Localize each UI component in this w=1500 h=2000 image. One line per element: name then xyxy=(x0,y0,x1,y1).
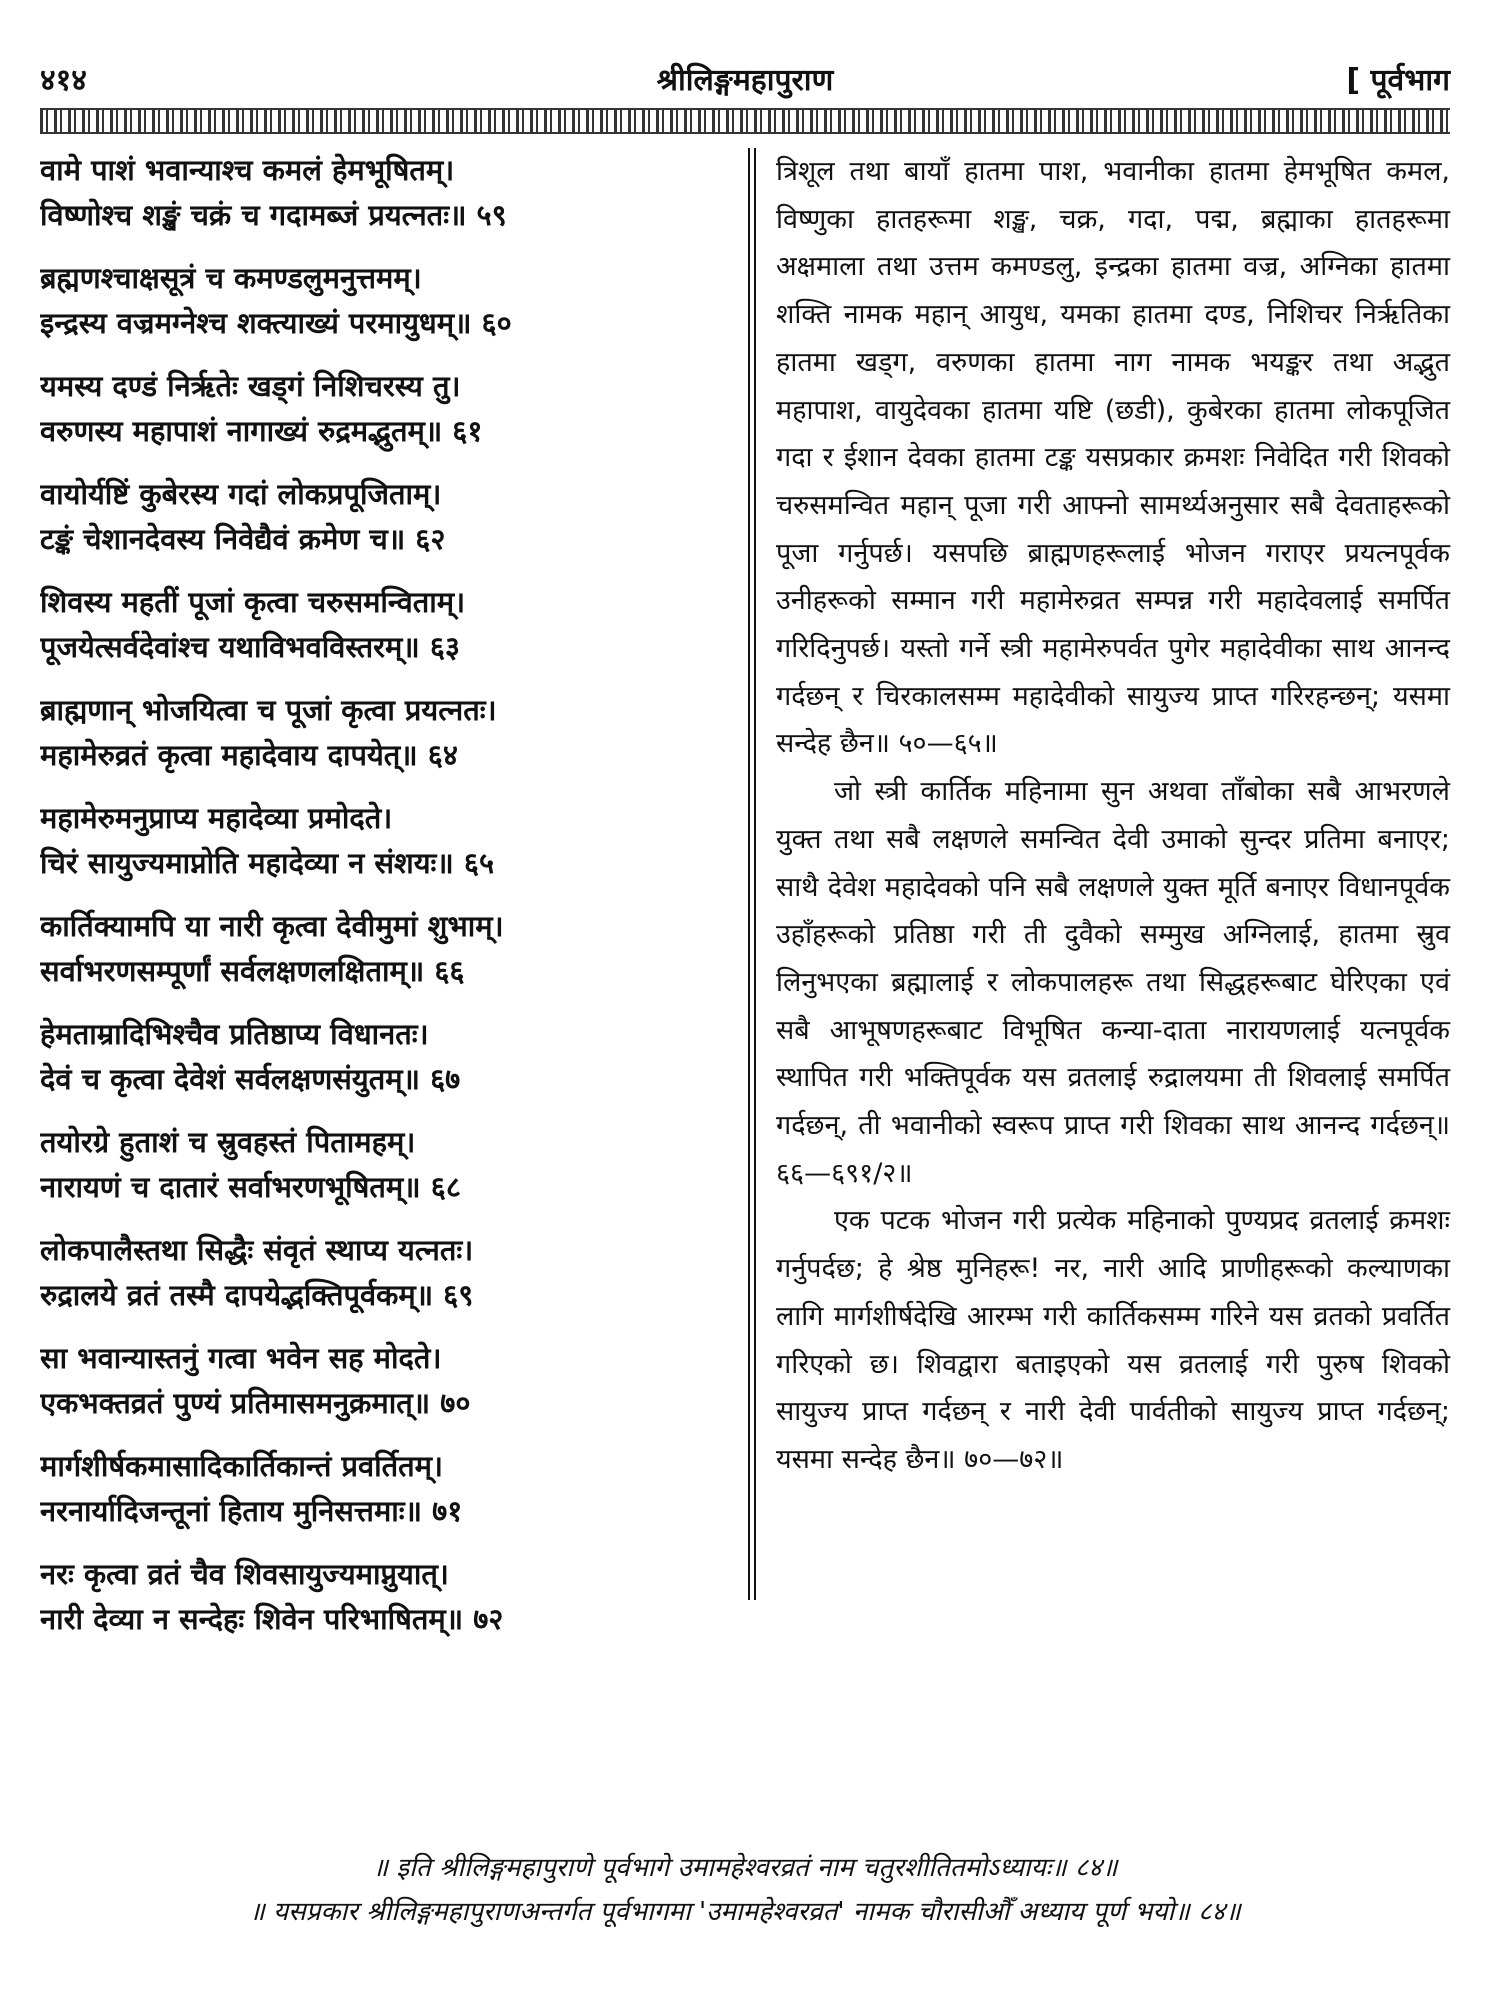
verse-line: शिवस्य महतीं पूजां कृत्वा चरुसमन्विताम्। xyxy=(40,585,466,619)
verse-line: तयोरग्रे हुताशं च स्रुवहस्तं पितामहम्। xyxy=(40,1125,416,1159)
verse-71 xyxy=(40,1444,740,1534)
sanskrit-verses-column xyxy=(40,148,740,1660)
verse-65 xyxy=(40,796,740,886)
verse-line: लोकपालैस्तथा सिद्धैः संवृतं स्थाप्य यत्नतः। xyxy=(40,1233,474,1267)
verse-63 xyxy=(40,580,740,670)
verse-line: महामेरुमनुप्राप्य महादेव्या प्रमोदते। xyxy=(40,801,393,835)
verse-60 xyxy=(40,256,740,346)
verse-line: वायोर्यष्टिं कुबेरस्य गदां लोकप्रपूजिताम्। xyxy=(40,477,442,511)
verse-line: हेमताम्रादिभिश्चैव प्रतिष्ठाप्य विधानतः। xyxy=(40,1017,429,1051)
verse-69 xyxy=(40,1228,740,1318)
verse-line: ब्राह्मणान् भोजयित्वा च पूजां कृत्वा प्रयत्नतः। xyxy=(40,693,497,727)
page-title: श्रीलिङ्गमहापुराण xyxy=(656,63,834,98)
chapter-colophon-sanskrit: ॥ इति श्रीलिङ्गमहापुराणे पूर्वभागे उमामहेश्वरव्रतं नाम चतुरशीतितमोऽध्यायः॥ ८४॥ xyxy=(372,1853,1118,1883)
page-number: ४१४ xyxy=(40,63,87,98)
verse-72 xyxy=(40,1552,740,1642)
verse-line: नरनार्यादिजन्तूनां हिताय मुनिसत्तमाः॥ ७१ xyxy=(40,1494,463,1528)
verse-line: सर्वाभरणसम्पूर्णां सर्वलक्षणलक्षिताम्॥ ६६ xyxy=(40,954,465,988)
translation-paragraph: एक पटक भोजन गरी प्रत्येक महिनाको पुण्यप्रद व्रतलाई क्रमशः गर्नुपर्दछ; हे श्रेष्ठ मुनिहरू! नर, नारी आदि प्राणीहरूको कल्याणका लागि मार्गशीर्षदेखि आरम्भ गरी कार्तिकसम्म गरिने यस व्रतको प्रवर्तित गरिएको छ। शिवद्वारा बताइएको यस व्रतलाई गरी पुरुष शिवको सायुज्य प्राप्त गर्दछन् र नारी देवी पार्वतीको सायुज्य प्राप्त गर्दछन्; यसमा सन्देह छैन॥ ७०—७२॥ xyxy=(776,1205,1450,1475)
translation-paragraph: त्रिशूल तथा बायाँ हातमा पाश, भवानीका हातमा हेमभूषित कमल, विष्णुका हातहरूमा शङ्ख, चक्र, गदा, पद्म, ब्रह्माका हातहरूमा अक्षमाला तथा उत्तम कमण्डलु, इन्द्रका हातमा वज्र, अग्निका हातमा शक्ति नामक महान् आयुध, यमका हातमा दण्ड, निशिचर निर्ऋतिका हातमा खड्ग, वरुणका हातमा नाग नामक भयङ्कर तथा अद्भुत महापाश, वायुदेवका हातमा यष्टि (छडी), कुबेरका हातमा लोकपूजित गदा र ईशान देवका हातमा टङ्क यसप्रकार क्रमशः निवेदित गरी शिवको चरुसमन्वित महान् पूजा गरी आफ्नो सामर्थ्यअनुसार सबै देवताहरूको पूजा गर्नुपर्छ। यसपछि ब्राह्मणहरूलाई भोजन गराएर प्रयत्नपूर्वक उनीहरूको सम्मान गरी महामेरुव्रत सम्पन्न गरी महादेवलाई समर्पित गरिदिनुपर्छ। यस्तो गर्ने स्त्री महामेरुपर्वत पुगेर महादेवीका साथ आनन्द गर्दछन् र चिरकालसम्म महादेवीको सायुज्य प्राप्त गरिरहन्छन्; यसमा सन्देह छैन॥ ५०—६५॥ xyxy=(776,156,1450,760)
verse-line: पूजयेत्सर्वदेवांश्च यथाविभवविस्तरम्॥ ६३ xyxy=(40,630,460,664)
verse-line: चिरं सायुज्यमाप्नोति महादेव्या न संशयः॥ ६५ xyxy=(40,846,495,880)
verse-line: नारायणं च दातारं सर्वाभरणभूषितम्॥ ६८ xyxy=(40,1170,461,1204)
verse-line: नरः कृत्वा व्रतं चैव शिवसायुज्यमाप्नुयात्। xyxy=(40,1557,449,1591)
verse-62 xyxy=(40,472,740,562)
decorative-border xyxy=(40,108,1450,134)
verse-line: टङ्कं चेशानदेवस्य निवेद्यैवं क्रमेण च॥ ६२ xyxy=(40,522,446,556)
verse-line: रुद्रालये व्रतं तस्मै दापयेद्भक्तिपूर्वकम्॥ ६९ xyxy=(40,1278,474,1312)
verse-line: महामेरुव्रतं कृत्वा महादेवाय दापयेत्॥ ६४ xyxy=(40,738,458,772)
verse-67 xyxy=(40,1012,740,1102)
verse-line: वरुणस्य महापाशं नागाख्यं रुद्रमद्भुतम्॥ ६१ xyxy=(40,414,483,448)
verse-line: सा भवान्यास्तनुं गत्वा भवेन सह मोदते। xyxy=(40,1341,442,1375)
verse-line: यमस्य दण्डं निर्ऋतेः खड्गं निशिचरस्य तु। xyxy=(40,369,461,403)
column-divider xyxy=(748,148,756,1600)
verse-line: देवं च कृत्वा देवेशं सर्वलक्षणसंयुतम्॥ ६७ xyxy=(40,1062,461,1096)
verse-66 xyxy=(40,904,740,994)
verse-line: मार्गशीर्षकमासादिकार्तिकान्तं प्रवर्तितम्। xyxy=(40,1449,444,1483)
verse-70 xyxy=(40,1336,740,1426)
verse-line: ब्रह्मणश्चाक्षसूत्रं च कमण्डलुमनुत्तमम्। xyxy=(40,261,422,295)
verse-line: वामे पाशं भवान्याश्च कमलं हेमभूषितम्। xyxy=(40,153,455,187)
chapter-colophon-nepali: ॥ यसप्रकार श्रीलिङ्गमहापुराणअन्तर्गत पूर्वभागमा 'उमामहेश्वरव्रत' नामक चौरासीऔँ अध्याय पूर्ण भयो॥ ८४॥ xyxy=(249,1897,1241,1927)
nepali-translation-column xyxy=(776,148,1450,1484)
verse-line: इन्द्रस्य वज्रमग्नेश्च शक्त्याख्यं परमायुधम्॥ ६० xyxy=(40,306,512,340)
verse-64 xyxy=(40,688,740,778)
verse-line: नारी देव्या न सन्देहः शिवेन परिभाषितम्॥ ७२ xyxy=(40,1602,504,1636)
verse-68 xyxy=(40,1120,740,1210)
translation-paragraph: जो स्त्री कार्तिक महिनामा सुन अथवा ताँबोका सबै आभरणले युक्त तथा सबै लक्षणले समन्वित देवी उमाको सुन्दर प्रतिमा बनाएर; साथै देवेश महादेवको पनि सबै लक्षणले युक्त मूर्ति बनाएर विधानपूर्वक उहाँहरूको प्रतिष्ठा गरी ती दुवैको सम्मुख अग्निलाई, हातमा स्रुव लिनुभएका ब्रह्मालाई र लोकपालहरू तथा सिद्धहरूबाट घेरिएका एवं सबै आभूषणहरूबाट विभूषित कन्या-दाता नारायणलाई यत्नपूर्वक स्थापित गरी भक्तिपूर्वक यस व्रतलाई रुद्रालयमा ती शिवलाई समर्पित गर्दछन्, ती भवानीको स्वरूप प्राप्त गरी शिवका साथ आनन्द गर्दछन्॥ ६६—६९१/२॥ xyxy=(776,776,1450,1189)
verse-59 xyxy=(40,148,740,238)
page-header xyxy=(40,58,1450,102)
section-label: [ पूर्वभाग xyxy=(1346,63,1450,98)
verse-61 xyxy=(40,364,740,454)
verse-line: एकभक्तव्रतं पुण्यं प्रतिमासमनुक्रमात्॥ ७० xyxy=(40,1386,471,1420)
verse-line: विष्णोश्च शङ्खं चक्रं च गदामब्जं प्रयत्नतः॥ ५९ xyxy=(40,198,507,232)
verse-line: कार्तिक्यामपि या नारी कृत्वा देवीमुमां शुभाम्। xyxy=(40,909,504,943)
